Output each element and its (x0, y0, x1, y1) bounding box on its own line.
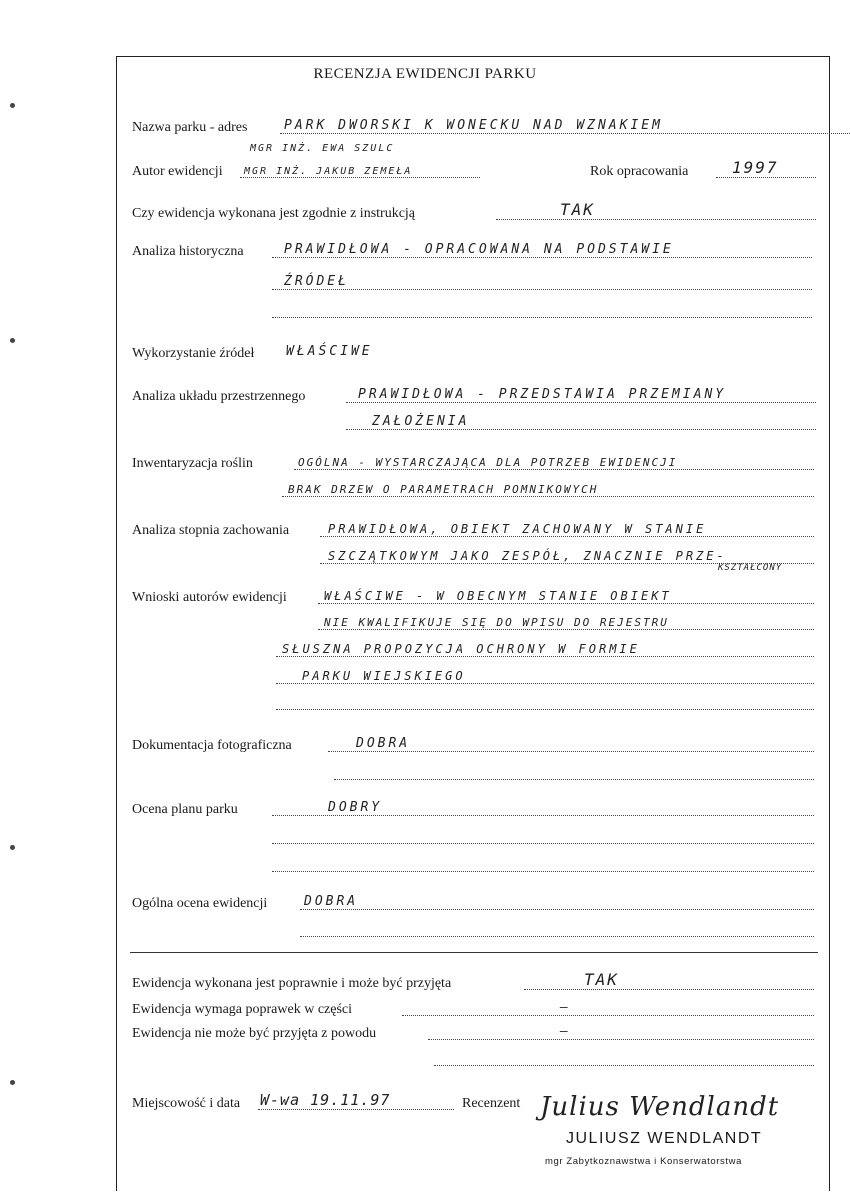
dotted-line (496, 219, 816, 220)
handwritten-value: BRAK DRZEW O PARAMETRACH POMNIKOWYCH (288, 483, 599, 496)
dotted-line (428, 1039, 814, 1040)
field-label: Ogólna ocena ewidencji (132, 896, 268, 911)
field-nazwa-parku (132, 114, 820, 136)
stamp-title: mgr Zabytkoznawstwa i Konserwatorstwa (545, 1156, 742, 1167)
form-title: RECENZJA EWIDENCJI PARKU (313, 66, 537, 82)
field-wnioski-line5 (132, 690, 820, 712)
dotted-line (272, 317, 812, 318)
field-uklad-line2 (132, 410, 820, 432)
field-label: Czy ewidencja wykonana jest zgodnie z instrukcją (132, 206, 416, 221)
handwritten-value: — (560, 1024, 571, 1039)
dotted-line (346, 429, 816, 430)
field-dokumentacja (132, 732, 820, 754)
verdict-nie-przyjeta-line2 (132, 1046, 820, 1068)
field-stopien-line3 (132, 560, 820, 576)
field-ogolna-line2 (132, 917, 820, 939)
handwritten-value: NIE KWALIFIKUJE SIĘ DO WPISU DO REJESTRU (324, 616, 669, 629)
handwritten-value-rok: 1997 (732, 158, 779, 177)
dotted-line (272, 257, 812, 258)
field-inwentaryzacja-line2 (132, 477, 820, 499)
field-label: Ewidencja wymaga poprawek w części (132, 1002, 353, 1017)
dotted-line (282, 496, 814, 497)
dotted-line (318, 603, 814, 604)
stamp-name: JULIUSZ WENDLANDT (566, 1130, 763, 1147)
handwritten-value: PRAWIDŁOWA, OBIEKT ZACHOWANY W STANIE (328, 522, 707, 536)
handwritten-value: W-wa 19.11.97 (260, 1091, 391, 1109)
handwritten-value: MGR INŻ. JAKUB ZEMEŁA (244, 166, 413, 177)
dotted-line (334, 779, 814, 780)
dotted-line (300, 936, 814, 937)
field-label: Ocena planu parku (132, 802, 238, 817)
field-label: Analiza historyczna (132, 244, 244, 259)
field-label-rok: Rok opracowania (590, 164, 689, 179)
dotted-line (272, 815, 814, 816)
dotted-line (272, 289, 812, 290)
field-label: Ewidencja wykonana jest poprawnie i może być przyjęta (132, 976, 452, 991)
handwritten-value: KSZTAŁCONY (718, 563, 783, 573)
dotted-line (300, 909, 814, 910)
dotted-line (328, 751, 814, 752)
field-stopien (132, 517, 820, 539)
dotted-line (320, 536, 814, 537)
punch-hole (10, 845, 15, 850)
dotted-line (524, 989, 814, 990)
section-divider (130, 952, 818, 953)
field-wnioski (132, 584, 820, 606)
dotted-line (276, 709, 814, 710)
verdict-przyjeta (132, 970, 820, 992)
handwritten-value: DOBRY (328, 800, 383, 815)
handwritten-value: ZAŁOŻENIA (372, 414, 470, 429)
field-label: Ewidencja nie może być przyjęta z powodu (132, 1026, 377, 1041)
handwritten-value: PRAWIDŁOWA - OPRACOWANA NA PODSTAWIE (284, 242, 674, 257)
dotted-line (294, 469, 814, 470)
punch-hole (10, 103, 15, 108)
handwritten-value: PRAWIDŁOWA - PRZEDSTAWIA PRZEMIANY (358, 387, 727, 402)
handwritten-value: WŁAŚCIWE (286, 344, 373, 359)
field-analiza-historyczna-line2 (132, 270, 820, 292)
dotted-line (716, 177, 816, 178)
field-label: Autor ewidencji (132, 164, 223, 179)
handwritten-value: TAK (560, 200, 595, 219)
handwritten-value: OGÓLNA - WYSTARCZAJĄCA DLA POTRZEB EWIDENCJI (298, 456, 678, 469)
field-autor (132, 158, 820, 180)
dotted-line (318, 629, 814, 630)
field-wnioski-line2 (132, 610, 820, 632)
field-label: Analiza stopnia zachowania (132, 523, 290, 538)
verdict-poprawki (132, 996, 820, 1018)
handwritten-value: DOBRA (304, 894, 359, 909)
field-dokumentacja-line2 (132, 760, 820, 782)
field-plan (132, 796, 820, 818)
handwritten-value: PARK DWORSKI K WONECKU NAD WZNAKIEM (284, 118, 663, 133)
field-wnioski-line4 (132, 664, 820, 686)
field-label: Nazwa parku - adres (132, 120, 248, 135)
dotted-line (346, 402, 816, 403)
dotted-line (434, 1065, 814, 1066)
dotted-line (280, 133, 850, 134)
dotted-line (272, 871, 814, 872)
punch-hole (10, 338, 15, 343)
field-label: Wykorzystanie źródeł (132, 346, 255, 361)
field-label: Inwentaryzacja roślin (132, 456, 253, 471)
field-inwentaryzacja (132, 450, 820, 472)
field-label: Wnioski autorów ewidencji (132, 590, 287, 605)
handwritten-value: — (560, 1000, 571, 1015)
handwritten-value: MGR INŻ. EWA SZULC (250, 143, 395, 154)
dotted-line (272, 843, 814, 844)
recenzent-label: Recenzent (462, 1096, 521, 1111)
field-ogolna (132, 890, 820, 912)
field-label: Miejscowość i data (132, 1096, 241, 1111)
dotted-line (276, 683, 814, 684)
dotted-line (258, 1109, 454, 1110)
dotted-line (276, 656, 814, 657)
dotted-line (240, 177, 480, 178)
handwritten-value: DOBRA (356, 736, 411, 751)
field-wykorzystanie (132, 340, 820, 362)
handwritten-value: WŁAŚCIWE - W OBECNYM STANIE OBIEKT (324, 589, 672, 603)
field-label: Dokumentacja fotograficzna (132, 738, 292, 753)
field-plan-line2 (132, 824, 820, 846)
field-analiza-historyczna (132, 238, 820, 260)
field-autor-line1 (132, 141, 820, 157)
signature: Julius Wendlandt (540, 1092, 780, 1122)
handwritten-value: SŁUSZNA PROPOZYCJA OCHRONY W FORMIE (282, 642, 640, 656)
handwritten-value: PARKU WIEJSKIEGO (302, 669, 466, 683)
punch-hole (10, 1080, 15, 1085)
field-wnioski-line3 (132, 637, 820, 659)
handwritten-value: ŹRÓDEŁ (284, 274, 349, 289)
verdict-nie-przyjeta (132, 1020, 820, 1042)
dotted-line (402, 1015, 814, 1016)
field-analiza-historyczna-line3 (132, 298, 820, 320)
field-label: Analiza układu przestrzennego (132, 389, 306, 404)
handwritten-value: TAK (584, 970, 619, 989)
field-uklad (132, 383, 820, 405)
handwritten-value: SZCZĄTKOWYM JAKO ZESPÓŁ, ZNACZNIE PRZE- (328, 549, 727, 563)
field-plan-line3 (132, 852, 820, 874)
field-instrukcja (132, 200, 820, 222)
